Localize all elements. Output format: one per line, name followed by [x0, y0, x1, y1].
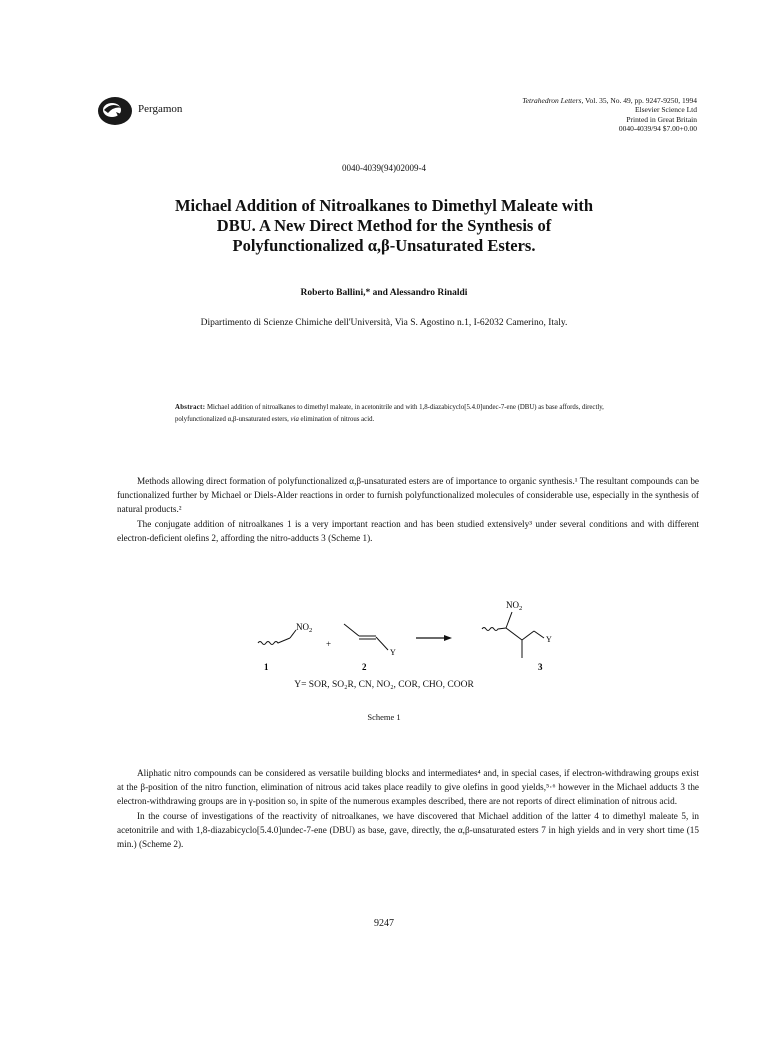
- title-line-3: Polyfunctionalized α,β-Unsaturated Esters.: [232, 236, 536, 255]
- title-line-2: DBU. A New Direct Method for the Synthesis of: [216, 216, 552, 235]
- intro-section: [117, 474, 699, 545]
- compound-3-y: Y: [546, 635, 552, 644]
- printed-line: Printed in Great Britain: [626, 114, 697, 124]
- price-line: 0040-4039/94 $7.00+0.00: [618, 124, 697, 134]
- abstract: [175, 402, 610, 425]
- compound-label-1: 1: [264, 662, 269, 672]
- body-paragraph-2: In the course of investigations of the reactivity of nitroalkanes, we have discovered that Michael addition of the latter 4 to dimethyl maleate 5, in acetonitrile and with 1,8-diazabicyclo[5.4.0]undec-7-ene (DBU) as base, gave, directly, the α,β-unsaturated esters 7 in high yields and in very short time (15 min.) (Scheme 2).: [117, 810, 699, 850]
- plus-sign: +: [326, 639, 332, 649]
- intro-paragraph-2: The conjugate addition of nitroalkanes 1 is a very important reaction and has been studied extensively³ under several conditions and with different electron-deficient olefins 2, affording the nitro-adducts 3 (Scheme 1).: [117, 518, 699, 543]
- publisher-name: Pergamon: [138, 103, 183, 115]
- page-number: 9247: [374, 918, 394, 929]
- doi-code: 0040-4039(94)02009-4: [342, 163, 426, 173]
- compound-2-bond-b: [376, 637, 388, 650]
- compound-1-no2: $NO_2$: [296, 622, 313, 634]
- abstract-label: Abstract:: [175, 404, 206, 411]
- reaction-arrow-head: [444, 635, 452, 641]
- title-line-1: Michael Addition of Nitroalkanes to Dimethyl Maleate with: [174, 196, 594, 215]
- journal-details: , Vol. 35, No. 49, pp. 9247-9250, 1994: [581, 96, 697, 105]
- article-title: [80, 196, 688, 256]
- body-section: [117, 766, 699, 851]
- journal-citation: [522, 96, 697, 105]
- author-list: Roberto Ballini,* and Alessandro Rinaldi: [300, 288, 468, 298]
- compound-3-no2-bond: [506, 612, 512, 628]
- compound-label-3: 3: [538, 662, 543, 672]
- compound-3-no2: $NO_2$: [506, 600, 523, 612]
- affiliation: Dipartimento di Scienze Chimiche dell'Università, Via S. Agostino n.1, I-62032 Camerino, Italy.: [200, 318, 568, 328]
- copyright-line: Elsevier Science Ltd: [634, 105, 697, 115]
- compound-1-chain: [258, 638, 290, 645]
- compound-label-2: 2: [362, 662, 367, 672]
- compound-3-bond-a: [506, 628, 522, 640]
- body-paragraph-1: Aliphatic nitro compounds can be considered as versatile building blocks and intermediates⁴ and, in special cases, if electron-withdrawing groups exist at the β-position of the nitro function, elimination of nitrous acid takes place readily to give olefins in good yields,⁵·⁶ however in the Michael adducts 3 the electron-withdrawing groups are in γ-position so, in spite of the numerous examples described, there are not reports of direct elimination of nitrous acid.: [117, 768, 699, 807]
- scheme-1-caption: Scheme 1: [367, 712, 401, 722]
- compound-3-bond-c: [534, 631, 544, 638]
- compound-2-y: Y: [390, 648, 396, 657]
- compound-3-chain: [482, 628, 506, 631]
- abstract-text-italic: via: [290, 415, 299, 423]
- intro-paragraph-1: Methods allowing direct formation of polyfunctionalized α,β-unsaturated esters are of importance to organic synthesis.¹ The resultant compounds can be functionalized further by Michael or Diels-Alder reactions in order to furnish polyfunctionalized molecules of considerable use, especially in the synthesis of natural products.²: [117, 476, 699, 515]
- journal-name: Tetrahedron Letters: [522, 96, 582, 105]
- compound-3-bond-b: [522, 631, 534, 640]
- journal-info: [522, 96, 697, 134]
- abstract-text-a: Michael addition of nitroalkanes to dimethyl maleate, in acetonitrile and with 1,8-diazabicyclo[5.4.0]undec-7-ene (DBU) as base affords, directly, polyfunctionalized α,β-unsaturated esters,: [175, 404, 604, 423]
- pergamon-logo-icon: [96, 96, 134, 126]
- scheme-y-definition: Y= SOR, SO₂R, CN, NO₂, COR, CHO, COOR: [294, 680, 474, 690]
- compound-2-bond-a: [344, 624, 359, 636]
- abstract-text-b: elimination of nitrous acid.: [298, 415, 375, 423]
- scheme-1-diagram: [240, 600, 560, 725]
